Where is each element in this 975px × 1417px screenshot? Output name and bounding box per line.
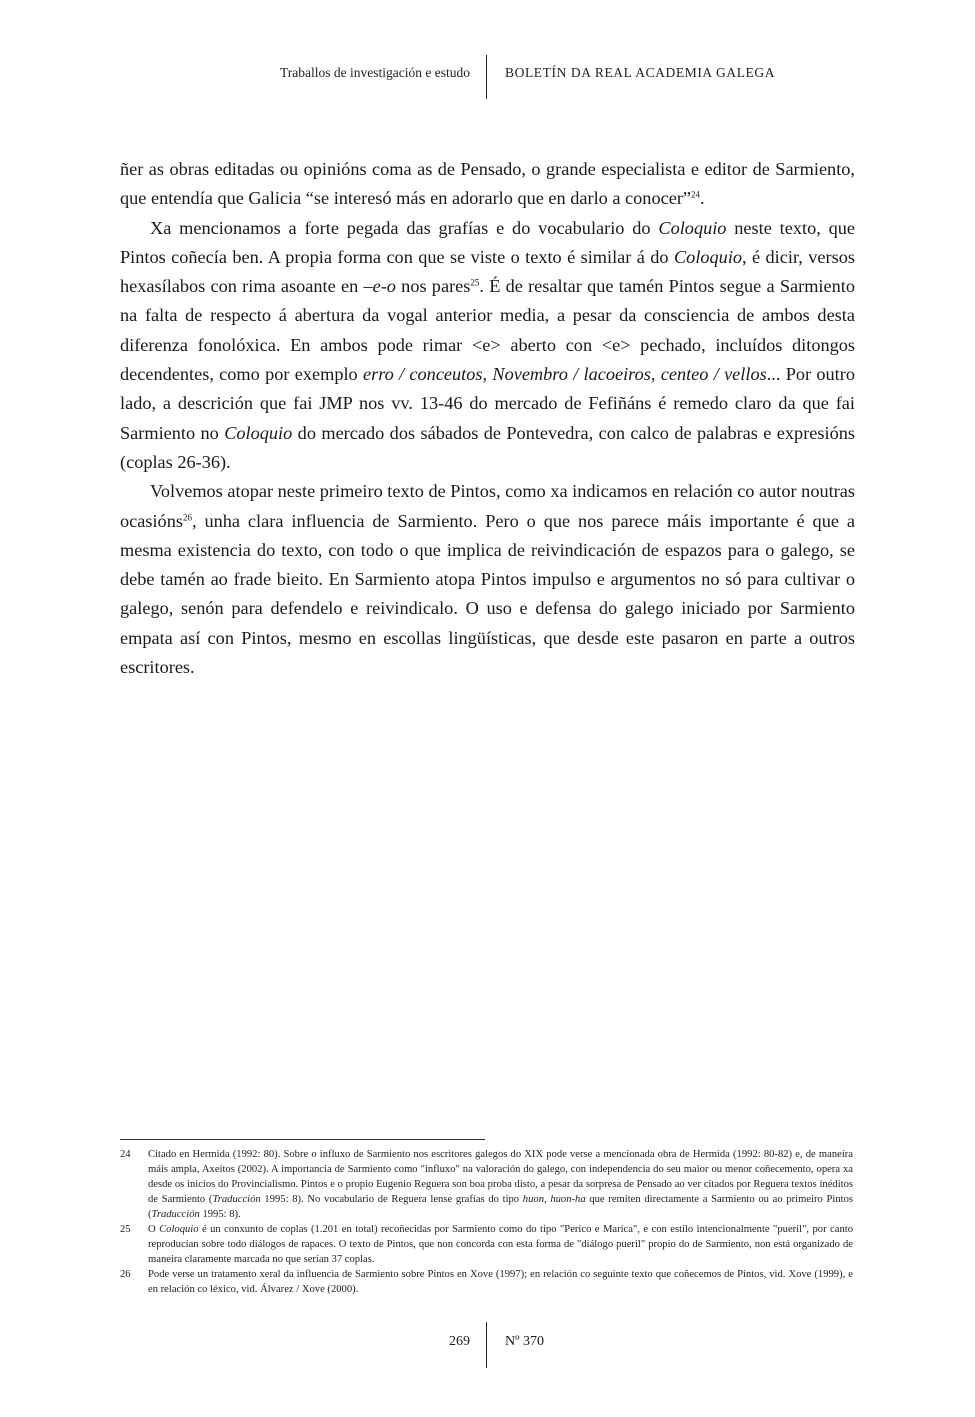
- footnote-text: [148, 1147, 853, 1222]
- text-run: ñer as obras editadas ou opinións coma as de Pensado, o grande especialista e editor de Sarmiento, que entendía que Galicia “se interesó más en adorarlo que en darlo a conocer”: [120, 159, 855, 209]
- text-run: que remiten directamente a Sarmiento ou ao primeiro Pintos (: [148, 1194, 853, 1220]
- header-section-title: Traballos de investigación e estudo: [280, 65, 470, 80]
- italic-run: Traducción: [212, 1194, 261, 1205]
- text-run: do mercado dos sábados de Pontevedra, con calco de palabras e expresións (coplas 26-36).: [120, 422, 855, 472]
- italic-run: Coloquio: [658, 217, 727, 238]
- header-journal-title: BOLETÍN DA REAL ACADEMIA GALEGA: [505, 65, 776, 80]
- italic-run: Traducción: [151, 1209, 200, 1220]
- text-run: nos pares: [395, 276, 471, 297]
- footnote-25: [120, 1222, 853, 1267]
- text-run: O: [148, 1224, 160, 1235]
- footnote-text: [148, 1222, 853, 1267]
- text-run: é un conxunto de coplas (1.201 en total) recoñecidas por Sarmiento como do tipo "Perico e Marica", e con estilo intencionalmente "pueril", por canto reproducían sobre todo diálogos de rapaces. O texto de Pintos, que non concorda con esta forma de "diálogo pueril" propio do de Sarmiento, non está organizado de maneira claramente marcada no que serían 37 coplas.: [148, 1224, 853, 1265]
- running-header: [0, 55, 975, 99]
- footnote-24: [120, 1147, 853, 1222]
- text-run: Volvemos atopar neste primeiro texto de Pintos, como xa indicamos en relación co autor noutras ocasións: [120, 481, 855, 531]
- italic-run: –e-o: [363, 276, 396, 297]
- text-run: 1995: 8).: [199, 1209, 241, 1220]
- text-run: 1995: 8). No vocabulario de Reguera lense grafías do tipo: [260, 1194, 523, 1205]
- text-run: Xa mencionamos a forte pegada das grafías e do vocabulario do: [150, 217, 659, 238]
- text-run: . É de resaltar que tamén Pintos segue a Sarmiento na falta de respecto á abertura da vogal anterior media, a pesar da consciencia de ambos desta diferenza fonolóxica. En ambos pode rimar <e> aberto con <e> pechado, incluídos ditongos decendentes, como por exemplo: [120, 276, 855, 385]
- italic-run: Coloquio: [159, 1224, 199, 1235]
- footnotes: [120, 1147, 853, 1297]
- footnote-ref-25: 25: [470, 277, 480, 288]
- page-footer: [0, 1322, 975, 1368]
- footnote-ref-24: 24: [691, 190, 701, 200]
- footer-divider: [486, 1322, 487, 1368]
- footnote-text: Pode verse un tratamento xeral da influencia de Sarmiento sobre Pintos en Xove (1997); en relación co seguinte texto que coñecemos de Pintos, vid. Xove (1999), e en relación co léxico, vid. Álvarez / Xove (2000).: [148, 1269, 853, 1295]
- text-run: .: [700, 188, 705, 209]
- paragraph-3: [120, 477, 855, 682]
- italic-run: Coloquio: [224, 422, 293, 443]
- footnote-number: 25: [120, 1224, 131, 1235]
- paragraph-2: [120, 214, 855, 478]
- footnote-number: 24: [120, 1149, 131, 1160]
- text-run: neste texto, que Pintos coñecía ben. A propia forma con que se viste o texto é similar á do: [120, 217, 856, 267]
- italic-run: huon, huon-ha: [522, 1194, 586, 1205]
- body-text: [120, 155, 855, 682]
- header-divider: [486, 55, 487, 99]
- footnote-number: 26: [120, 1269, 131, 1280]
- issue-number: Nº 370: [505, 1334, 544, 1349]
- text-run: Citado en Hermida (1992: 80). Sobre o influxo de Sarmiento nos escritores galegos do XIX pode verse a mencionada obra de Hermida (1992: 80-82) e, de maneira máis ampla, Axeitos (2002). A importancia de Sarmiento como "influxo" na valoración do galego, con independencia do seu maior ou menor coñecemento, opera xa desde os inicios do Provincialismo. Pintos e o propio Eugenio Reguera son boa proba disto, a pesar da sorpresa de Pensado ao ver citados por Reguera textos inéditos de Sarmiento (: [148, 1149, 853, 1205]
- page-number: 269: [449, 1334, 470, 1349]
- footnote-ref-26: 26: [182, 512, 192, 523]
- paragraph-1: [120, 155, 855, 214]
- italic-run: erro / conceutos, Novembro / lacoeiros, centeo / vellos: [362, 364, 767, 385]
- footnote-separator: [120, 1139, 485, 1140]
- italic-run: Coloquio: [673, 246, 743, 267]
- text-run: , unha clara influencia de Sarmiento. Pero o que nos parece máis importante é que a mesma existencia do texto, con todo o que implica de reivindicación de espazos para o galego, se debe tamén ao frade bieito. En Sarmiento atopa Pintos impulso e argumentos no só para cultivar o galego, senón para defendelo e reivindicalo. O uso e defensa do galego iniciado por Sarmiento empata así con Pintos, mesmo en escollas lingüísticas, que desde este pasaron en parte a outros escritores.: [120, 510, 855, 678]
- text-run: ... Por outro lado, a descrición que fai JMP nos vv. 13-46 do mercado de Fefiñáns é remedo claro da que fai Sarmiento no: [120, 364, 855, 443]
- text-run: , é dicir, versos hexasílabos con rima asoante en: [120, 246, 855, 297]
- footnote-26: [120, 1267, 853, 1297]
